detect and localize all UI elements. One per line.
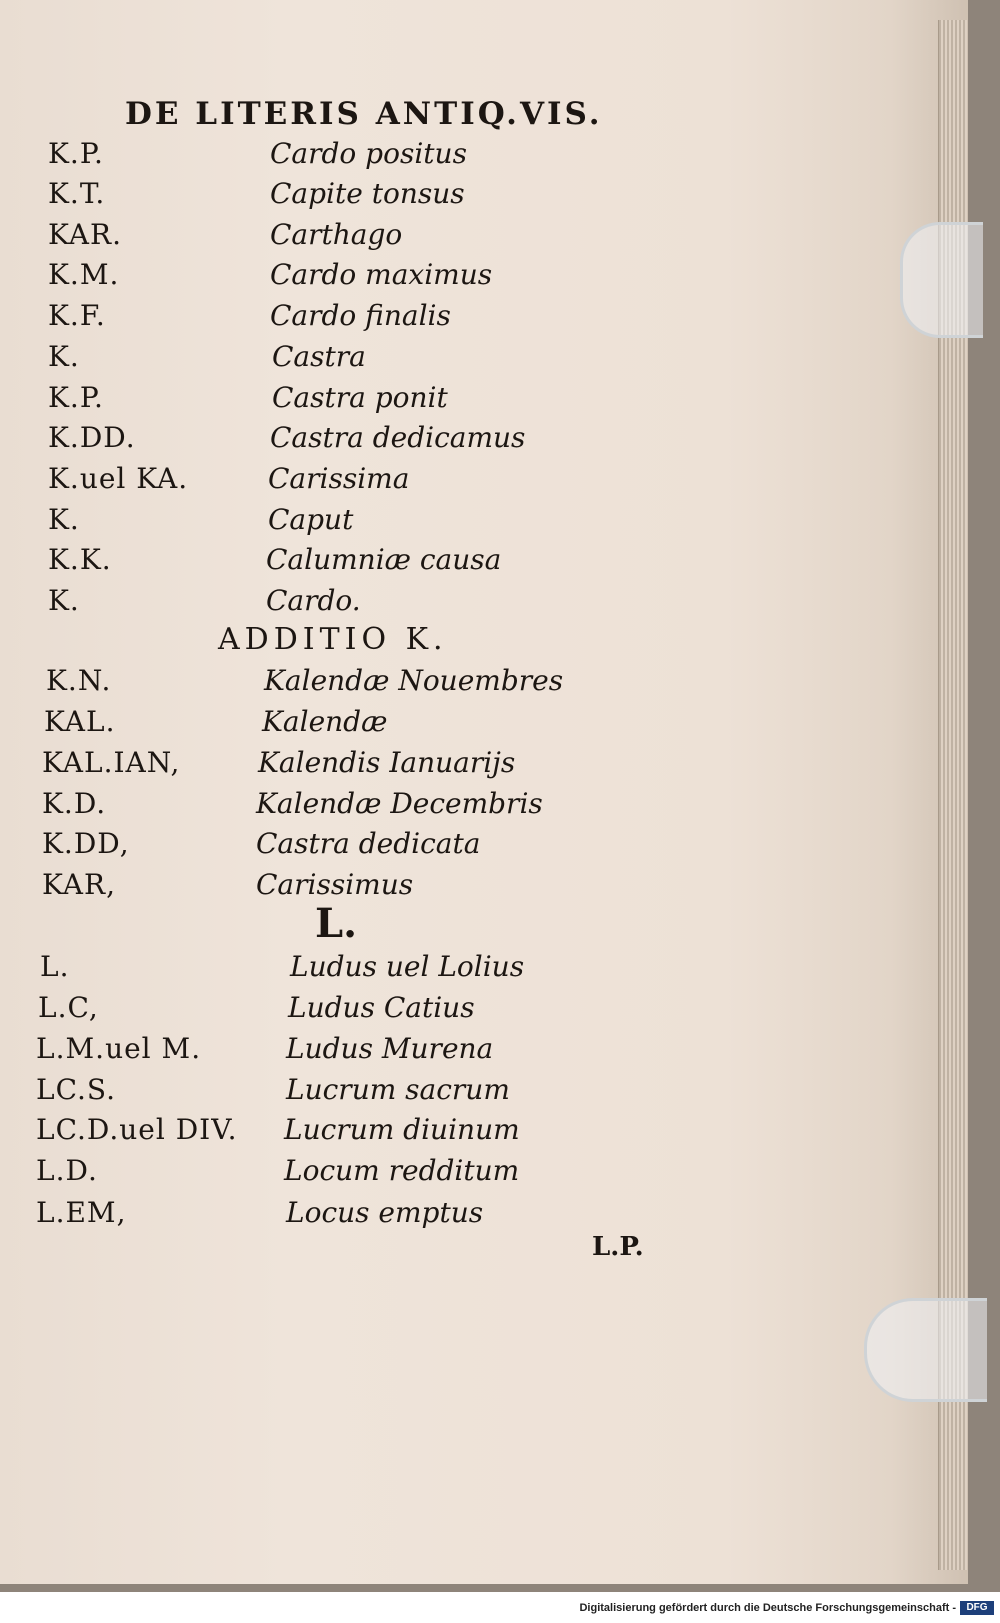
- entry-meaning: Carissima: [268, 462, 410, 495]
- entry-abbr: K.N.: [46, 664, 112, 697]
- entry-meaning: Ludus uel Lolius: [290, 950, 525, 983]
- dfg-logo: DFG: [960, 1601, 994, 1615]
- entry-abbr: K.D.: [42, 787, 107, 820]
- entry-meaning: Capite tonsus: [270, 177, 465, 210]
- entry-meaning: Cardo positus: [270, 137, 467, 170]
- entry-meaning: Calumniæ causa: [266, 543, 502, 576]
- entry-abbr: KAL.: [44, 705, 116, 738]
- section-heading-l: L.: [315, 900, 358, 947]
- entry-meaning: Ludus Murena: [286, 1032, 494, 1065]
- entry-meaning: Cardo maximus: [270, 258, 493, 291]
- entry-abbr: K.: [48, 584, 80, 617]
- entry-meaning: Lucrum sacrum: [286, 1073, 510, 1106]
- entry-abbr: K.M.: [48, 258, 120, 291]
- entry-meaning: Castra ponit: [272, 381, 448, 414]
- entry-meaning: Castra dedicata: [256, 827, 481, 860]
- entry-abbr: K.: [48, 340, 80, 373]
- entry-meaning: Locum redditum: [284, 1154, 520, 1187]
- entry-abbr: LC.S.: [36, 1073, 117, 1106]
- entry-meaning: Caput: [268, 503, 354, 536]
- funding-credit: Digitalisierung gefördert durch die Deutsche Forschungsgemeinschaft -: [579, 1602, 956, 1614]
- bookmark-clip-top: [900, 222, 983, 338]
- entry-meaning: Lucrum diuinum: [284, 1113, 520, 1146]
- entry-meaning: Carthago: [270, 218, 403, 251]
- entry-abbr: L.D.: [36, 1154, 98, 1187]
- catchword: L.P.: [592, 1232, 644, 1262]
- entry-meaning: Ludus Catius: [288, 991, 475, 1024]
- entry-abbr: K.P.: [48, 137, 104, 170]
- entry-abbr: K.uel KA.: [48, 462, 189, 495]
- page-heading: DE LITERIS ANTIQ.VIS.: [125, 96, 603, 132]
- entry-abbr: K.T.: [48, 177, 106, 210]
- entry-meaning: Kalendis Ianuarijs: [258, 746, 516, 779]
- entry-meaning: Cardo finalis: [270, 299, 451, 332]
- entry-abbr: KAR,: [42, 868, 116, 901]
- entry-meaning: Castra dedicamus: [270, 421, 526, 454]
- entry-abbr: L.: [40, 950, 70, 983]
- entry-abbr: L.C,: [38, 991, 99, 1024]
- entry-abbr: K.F.: [48, 299, 106, 332]
- footer-bar: [0, 1592, 1000, 1623]
- entry-abbr: K.: [48, 503, 80, 536]
- entry-meaning: Kalendæ: [262, 705, 388, 738]
- entry-abbr: K.DD,: [42, 827, 130, 860]
- entry-meaning: Castra: [272, 340, 366, 373]
- entry-meaning: Kalendæ Decembris: [256, 787, 543, 820]
- entry-meaning: Kalendæ Nouembres: [264, 664, 564, 697]
- entry-abbr: KAR.: [48, 218, 122, 251]
- section-heading-additio-k: ADDITIO K.: [218, 622, 448, 657]
- entry-meaning: Locus emptus: [286, 1196, 484, 1229]
- entry-abbr: K.K.: [48, 543, 112, 576]
- entry-abbr: KAL.IAN,: [42, 746, 181, 779]
- entry-abbr: K.P.: [48, 381, 104, 414]
- entry-meaning: Carissimus: [256, 868, 414, 901]
- entry-abbr: L.EM,: [36, 1196, 127, 1229]
- entry-abbr: L.M.uel M.: [36, 1032, 202, 1065]
- entry-meaning: Cardo.: [266, 584, 361, 617]
- entry-abbr: K.DD.: [48, 421, 136, 454]
- entry-abbr: LC.D.uel DIV.: [36, 1113, 238, 1146]
- bookmark-clip-bottom: [864, 1298, 987, 1402]
